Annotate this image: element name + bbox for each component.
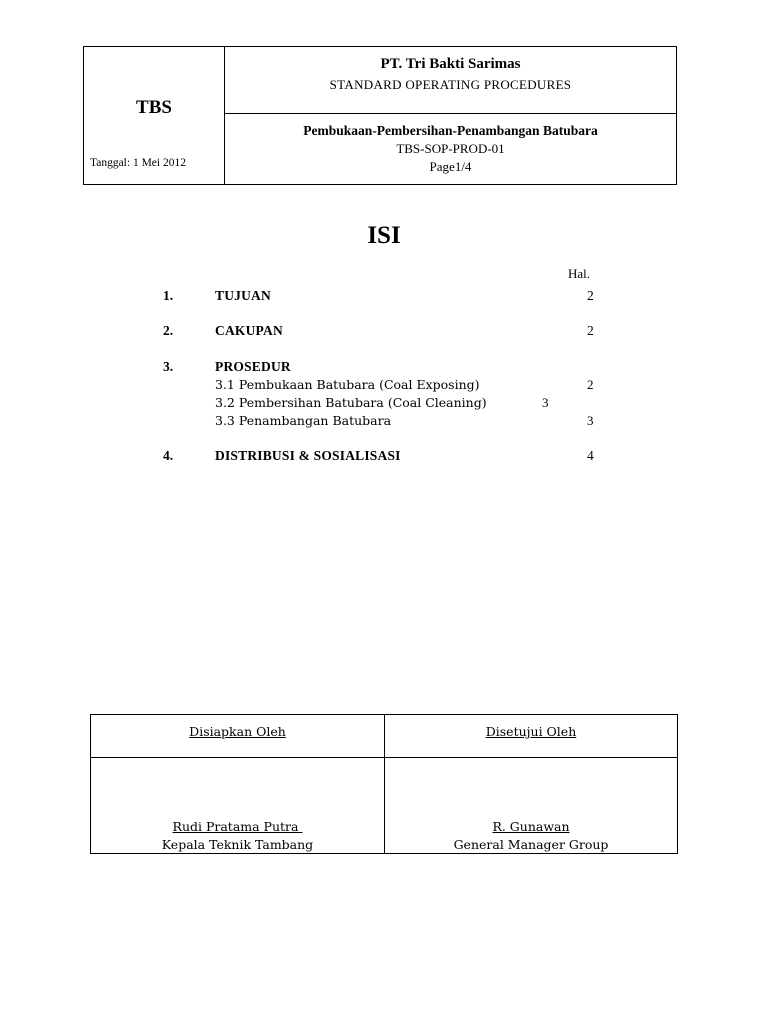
- document-subject: Pembukaan-Pembersihan-Penambangan Batubara: [303, 123, 598, 138]
- company-name: PT. Tri Bakti Sarimas: [380, 56, 521, 72]
- document-date: Tanggal: 1 Mei 2012: [90, 157, 186, 169]
- header-logo-cell: [84, 47, 225, 184]
- company-logo-text: TBS: [136, 97, 172, 118]
- header-company-cell: [225, 47, 676, 114]
- toc-item-number: 4.: [163, 448, 174, 463]
- toc-item-number: 3.: [163, 359, 174, 374]
- toc-subitem-page: 3: [542, 395, 549, 410]
- header-subject-cell: [225, 113, 676, 184]
- approved-by-label: Disetujui Oleh: [485, 724, 577, 739]
- document-code: TBS-SOP-PROD-01: [396, 141, 505, 156]
- toc-item-number: 1.: [163, 288, 174, 303]
- toc-item-label: CAKUPAN: [215, 323, 283, 338]
- toc-item-page: 2: [587, 288, 594, 303]
- header-info-cell: [225, 47, 676, 184]
- table-divider-horizontal: [91, 757, 677, 758]
- toc-subitem-page: 2: [587, 377, 594, 392]
- toc-item-label: PROSEDUR: [215, 359, 291, 374]
- document-type: STANDARD OPERATING PROCEDURES: [329, 77, 572, 92]
- preparer-name: Rudi Pratama Putra: [172, 819, 303, 834]
- preparer-title: Kepala Teknik Tambang: [161, 837, 314, 852]
- toc-subitem-page: 3: [587, 413, 594, 428]
- approver-title: General Manager Group: [453, 837, 609, 852]
- approver-name: R. Gunawan: [492, 819, 570, 834]
- document-header: [83, 46, 677, 185]
- toc-page-header: Hal.: [568, 266, 591, 281]
- toc-item-page: 4: [587, 448, 594, 463]
- prepared-by-label: Disiapkan Oleh: [189, 724, 286, 739]
- toc-subitem-label: 3.1 Pembukaan Batubara (Coal Exposing): [215, 377, 480, 392]
- document-page-number: Page1/4: [429, 159, 472, 174]
- toc-subitem-label: 3.3 Penambangan Batubara: [215, 413, 392, 428]
- signature-table: [90, 714, 678, 854]
- toc-title: ISI: [367, 222, 401, 249]
- toc-item-page: 2: [587, 323, 594, 338]
- toc-subitem-label: 3.2 Pembersihan Batubara (Coal Cleaning): [215, 395, 487, 410]
- toc-item-number: 2.: [163, 323, 174, 338]
- toc-item-label: DISTRIBUSI & SOSIALISASI: [215, 448, 401, 463]
- toc-item-label: TUJUAN: [215, 288, 271, 303]
